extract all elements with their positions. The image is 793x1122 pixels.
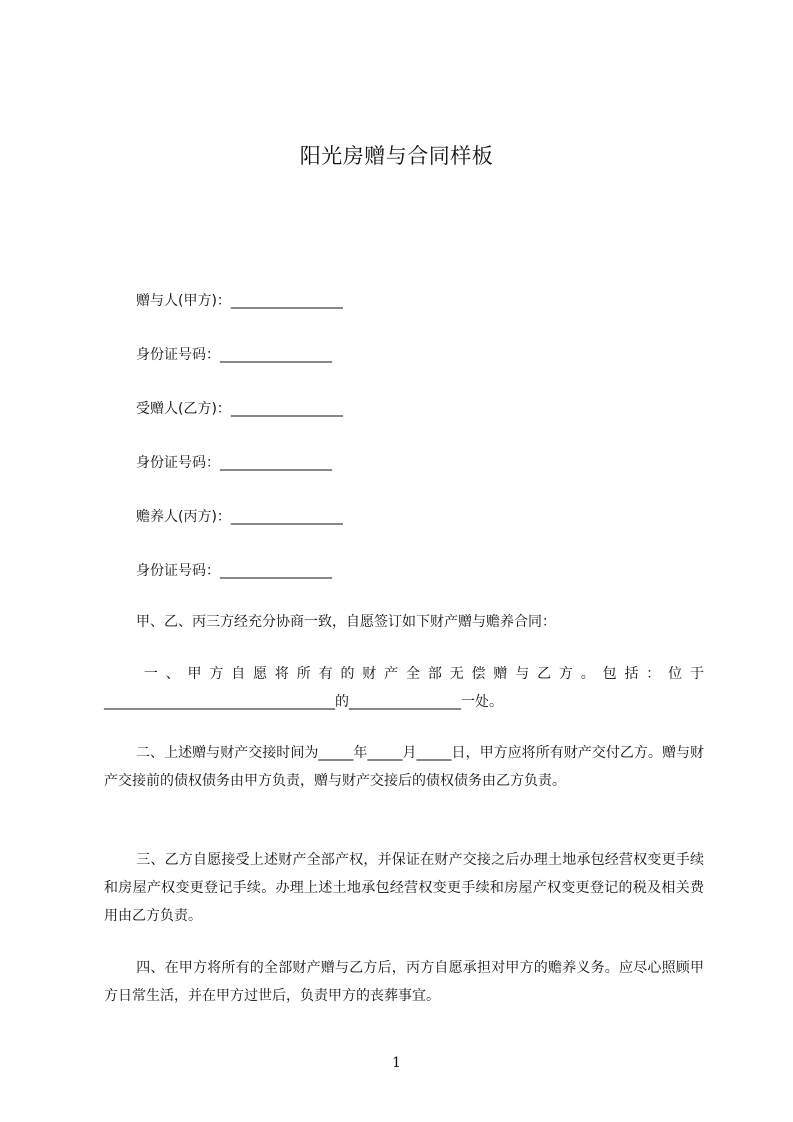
clause-2 — [104, 739, 704, 795]
clause-1-text: 一、甲方自愿将所有的财产全部无偿赠与乙方。包括：位于_________________________________的________________一处。 — [104, 666, 704, 710]
donor-id-field: 身份证号码：________________ — [136, 347, 332, 363]
document-title: 阳光房赠与合同样板 — [299, 144, 494, 168]
donor-field: 赠与人(甲方)：________________ — [136, 293, 343, 309]
clause-2-text: 二、上述赠与财产交接时间为_____年_____月_____日，甲方应将所有财产交付乙方。赠与财产交接前的债权债务由甲方负责，赠与财产交接后的债权债务由乙方负责。 — [104, 745, 704, 789]
caregiver-id-field: 身份证号码：________________ — [136, 563, 332, 579]
clause-4-text: 四、在甲方将所有的全部财产赠与乙方后，丙方自愿承担对甲方的赡养义务。应尽心照顾甲方日常生活，并在甲方过世后，负责甲方的丧葬事宜。 — [104, 960, 704, 1004]
clause-4 — [104, 954, 704, 1010]
clause-1 — [104, 660, 704, 716]
page-number: 1 — [392, 1055, 401, 1071]
clause-3-text: 三、乙方自愿接受上述财产全部产权，并保证在财产交接之后办理土地承包经营权变更手续和房屋产权变更登记手续。办理上述土地承包经营权变更手续和房屋产权变更登记的税及相关费用由乙方负责。 — [104, 852, 704, 924]
clause-3 — [104, 846, 704, 930]
recipient-field: 受赠人(乙方)：________________ — [136, 401, 343, 417]
intro-paragraph: 甲、乙、丙三方经充分协商一致，自愿签订如下财产赠与赡养合同： — [136, 614, 556, 630]
recipient-id-field: 身份证号码：________________ — [136, 455, 332, 471]
caregiver-field: 赡养人(丙方)：________________ — [136, 509, 343, 525]
